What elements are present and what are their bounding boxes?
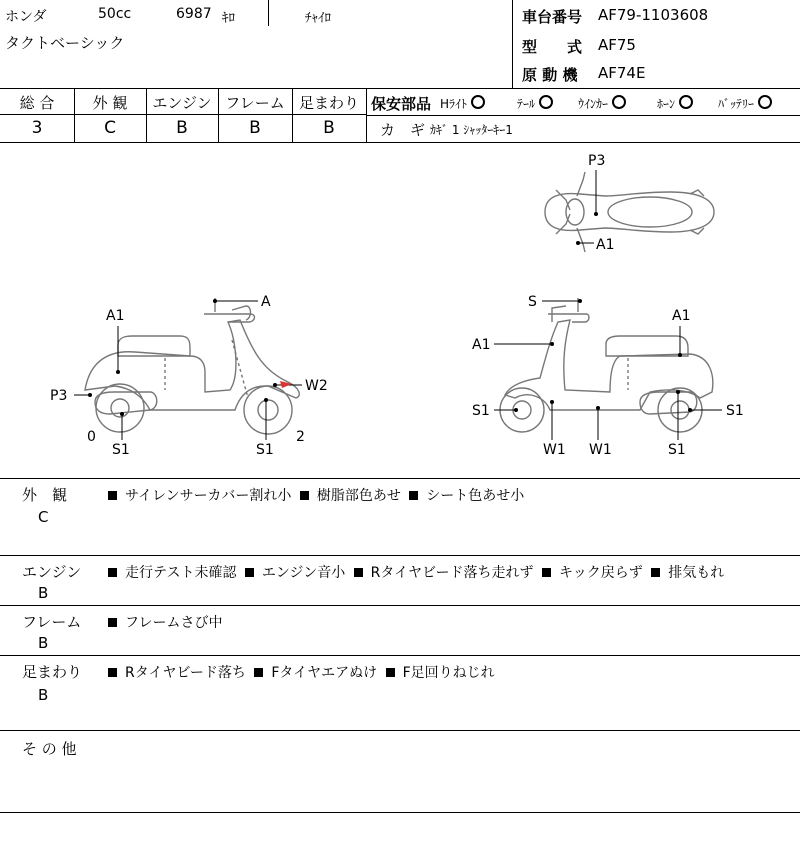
section-frame-notes: フレームさび中	[104, 612, 222, 632]
divider	[0, 114, 366, 115]
label-right-w1b: W1	[589, 442, 612, 458]
label-right-a1b: A1	[672, 308, 691, 324]
safety-item-horn: ﾎｰﾝ	[657, 95, 693, 112]
red-mark	[280, 381, 292, 388]
section-frame-label: フレーム	[22, 613, 82, 631]
section-suspension-notes: Rタイヤビード落ち Fタイヤエアぬけ F足回りねじれ	[104, 662, 495, 682]
label-left-p3: P3	[50, 388, 68, 404]
leader-lines	[74, 170, 722, 440]
bullet-icon	[108, 491, 117, 500]
ok-circle-icon	[539, 95, 553, 109]
bullet-icon	[108, 668, 117, 677]
section-engine-label: エンジン	[22, 563, 82, 581]
section-frame-grade: B	[38, 634, 49, 652]
label-right-w1a: W1	[543, 442, 566, 458]
bullet-icon	[542, 568, 551, 577]
section-other-label: そ の 他	[22, 740, 77, 758]
grade-exterior-label: 外 観	[92, 94, 128, 112]
divider	[292, 88, 293, 142]
type-label: 型 式	[522, 38, 583, 56]
label-left-s1: S1	[112, 442, 130, 458]
label-right-a1a: A1	[472, 337, 491, 353]
safety-item-winker: ｳｲﾝｶｰ	[578, 95, 626, 112]
key-label: カ ギ	[380, 121, 426, 139]
bullet-icon	[651, 568, 660, 577]
label-left-zero: 0	[87, 429, 96, 445]
divider	[0, 88, 800, 89]
safety-item-battery: ﾊﾞｯﾃﾘｰ	[718, 95, 772, 112]
grade-suspension-label: 足まわり	[298, 94, 359, 112]
grade-engine-value: B	[176, 118, 188, 138]
displacement: 50cc	[98, 6, 132, 22]
section-engine-notes: 走行テスト未確認 エンジン音小 Rタイヤビード落ち走れず キック戻らず 排気もれ	[104, 562, 724, 582]
section-engine-grade: B	[38, 584, 49, 602]
label-left-a1: A1	[106, 308, 125, 324]
bullet-icon	[254, 668, 263, 677]
label-right-s: S	[528, 294, 537, 310]
divider	[0, 655, 800, 656]
section-suspension-label: 足まわり	[22, 663, 83, 681]
frame-number: AF79-1103608	[598, 6, 709, 24]
grade-overall-label: 総 合	[19, 94, 55, 112]
maker: ホンダ	[5, 9, 47, 25]
label-top-p3: P3	[588, 153, 606, 169]
section-exterior-notes: サイレンサーカバー割れ小 樹脂部色あせ シート色あせ小	[104, 485, 524, 505]
ok-circle-icon	[612, 95, 626, 109]
scooter-top-view	[545, 172, 714, 252]
key-value: ｶｷﾞ 1 ｼｬｯﾀｰｷｰ1	[430, 123, 513, 137]
grade-engine-label: エンジン	[152, 94, 212, 112]
bullet-icon	[354, 568, 363, 577]
label-left-a: A	[261, 294, 271, 310]
bullet-icon	[108, 568, 117, 577]
engine-model-label: 原 動 機	[522, 66, 578, 84]
section-exterior-grade: C	[38, 508, 49, 526]
grade-suspension-value: B	[323, 118, 335, 138]
engine-model-value: AF74E	[598, 64, 646, 82]
bullet-icon	[108, 618, 117, 627]
type-value: AF75	[598, 36, 636, 54]
bullet-icon	[245, 568, 254, 577]
divider	[366, 88, 367, 142]
safety-item-tail: ﾃｰﾙ	[517, 95, 553, 112]
ok-circle-icon	[758, 95, 772, 109]
label-left-s1b: S1	[256, 442, 274, 458]
divider	[0, 812, 800, 813]
divider	[366, 115, 800, 116]
section-suspension-grade: B	[38, 686, 49, 704]
bullet-icon	[409, 491, 418, 500]
divider	[0, 730, 800, 731]
label-right-s1c: S1	[668, 442, 686, 458]
grade-exterior-value: C	[104, 118, 116, 138]
divider	[0, 605, 800, 606]
ok-circle-icon	[679, 95, 693, 109]
label-left-two: 2	[296, 429, 305, 445]
divider	[74, 88, 75, 142]
color: ﾁｬｲﾛ	[305, 11, 331, 26]
divider	[0, 478, 800, 479]
grade-overall-value: 3	[31, 118, 43, 138]
label-left-w2: W2	[305, 378, 328, 394]
grade-frame-label: フレーム	[225, 94, 285, 112]
divider	[268, 0, 269, 26]
safety-parts-label: 保安部品	[371, 95, 432, 113]
grade-frame-value: B	[249, 118, 261, 138]
bullet-icon	[300, 491, 309, 500]
mileage: 6987	[176, 6, 212, 22]
bullet-icon	[386, 668, 395, 677]
safety-parts-row	[371, 93, 431, 114]
section-exterior-label: 外 観	[22, 486, 68, 504]
divider	[512, 0, 513, 88]
divider	[146, 88, 147, 142]
frame-number-label: 車台番号	[522, 8, 583, 26]
divider	[0, 555, 800, 556]
label-top-a1: A1	[596, 237, 615, 253]
divider	[218, 88, 219, 142]
label-right-s1b: S1	[726, 403, 744, 419]
damage-diagram	[0, 143, 800, 478]
ok-circle-icon	[471, 95, 485, 109]
safety-item-headlight: Hﾗｲﾄ	[440, 95, 485, 112]
model-name: タクトベーシック	[5, 34, 125, 52]
mileage-unit: ｷﾛ	[222, 11, 235, 26]
label-right-s1a: S1	[472, 403, 490, 419]
